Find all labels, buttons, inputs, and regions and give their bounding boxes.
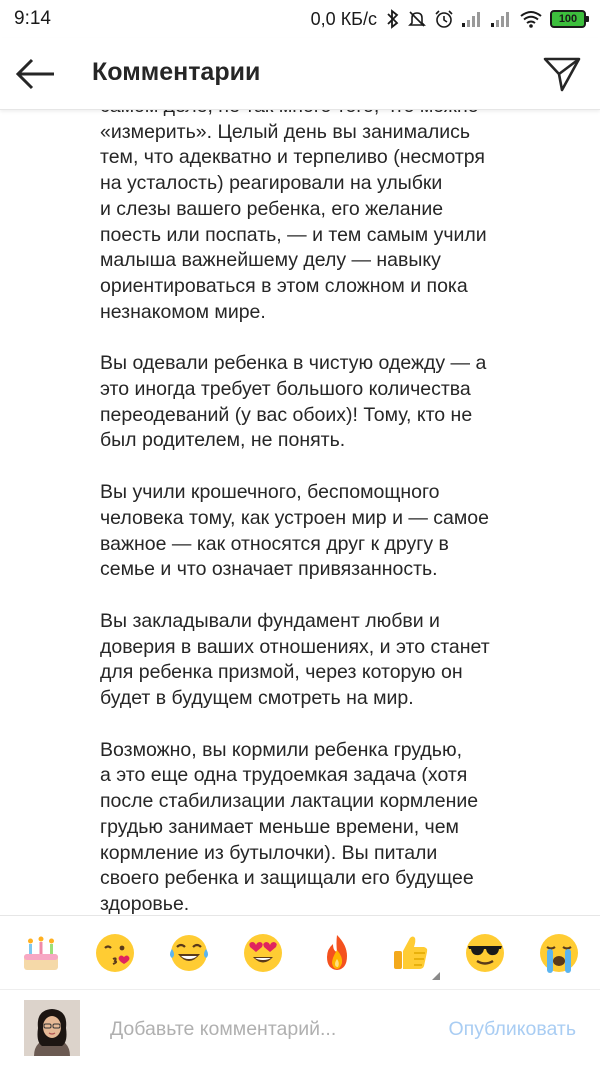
wifi-icon bbox=[519, 10, 543, 28]
status-bar bbox=[0, 0, 600, 38]
battery-icon bbox=[550, 10, 586, 28]
back-button[interactable] bbox=[14, 56, 58, 92]
sunglasses-face-icon bbox=[464, 932, 506, 974]
header-bar bbox=[0, 38, 600, 110]
signal-icon bbox=[490, 10, 512, 28]
emoji-quick-bar bbox=[0, 915, 600, 990]
comment-text bbox=[100, 94, 570, 944]
comment-paragraph: «измерить». Целый день вы занимались тем, что адекватно и терпеливо (несмотря на усталость) реагировали на улыбки и слезы вашего ребенка, его желание поесть или поспать, — и тем самым учили малыша важнейшему делу — навыку ориентироваться в этом сложном и пока незнакомом мире. bbox=[100, 120, 487, 323]
page-title: Комментарии bbox=[92, 58, 261, 86]
comment-paragraph: Возможно, вы кормили ребенка грудью, а это еще одна трудоемкая задача (хотя после стабилизации лактации кормление грудью занимает меньше времени, чем кормление из бутылочки). Вы питали своего ребенка и защищали его будущее здоровье. bbox=[100, 738, 479, 915]
thumbs-up-icon bbox=[390, 932, 432, 974]
status-time: 9:14 bbox=[14, 8, 51, 29]
silent-bell-icon bbox=[407, 9, 427, 29]
thumbs-up-emoji[interactable] bbox=[388, 930, 434, 976]
comment-paragraph: Вы учили крошечного, беспомощного человека тому, как устроен мир и — самое важное — как относятся друг к другу в семье и что означает привязанность. bbox=[100, 481, 489, 581]
loudly-crying-face-emoji[interactable] bbox=[536, 930, 582, 976]
battery-level: 100 bbox=[558, 13, 578, 25]
arrow-left-icon bbox=[14, 56, 58, 92]
tears-of-joy-emoji[interactable] bbox=[166, 930, 212, 976]
network-speed: 0,0 КБ/с bbox=[310, 8, 377, 29]
avatar[interactable] bbox=[24, 1000, 80, 1056]
tears-of-joy-icon bbox=[168, 932, 210, 974]
fire-icon bbox=[316, 932, 358, 974]
kissing-wink-face-emoji[interactable] bbox=[92, 930, 138, 976]
alarm-icon bbox=[434, 9, 454, 29]
loudly-crying-face-icon bbox=[538, 932, 580, 974]
comment-input[interactable] bbox=[110, 1014, 410, 1044]
comment-paragraph: Вы одевали ребенка в чистую одежду — а это иногда требует большого количества переодеваний (у вас обоих)! Тому, кто не был родителем, не понять. bbox=[100, 352, 487, 452]
birthday-cake-emoji[interactable] bbox=[18, 930, 64, 976]
comment-paragraph: Вы закладывали фундамент любви и доверия в ваших отношениях, и это станет для ребенка призмой, через которую он будет в будущем смотреть на мир. bbox=[100, 609, 490, 710]
paper-plane-icon bbox=[542, 54, 582, 94]
comment-content bbox=[0, 110, 600, 915]
variant-indicator bbox=[432, 972, 440, 980]
heart-eyes-emoji[interactable] bbox=[240, 930, 286, 976]
sunglasses-face-emoji[interactable] bbox=[462, 930, 508, 976]
comment-composer bbox=[0, 990, 600, 1066]
birthday-cake-icon bbox=[20, 932, 62, 974]
heart-eyes-icon bbox=[242, 932, 284, 974]
share-button[interactable] bbox=[542, 54, 582, 94]
user-avatar-icon bbox=[24, 1000, 80, 1056]
fire-emoji[interactable] bbox=[314, 930, 360, 976]
signal-icon bbox=[461, 10, 483, 28]
status-icons bbox=[311, 9, 586, 30]
kissing-face-icon bbox=[94, 932, 136, 974]
publish-button[interactable]: Опубликовать bbox=[448, 1018, 576, 1040]
bluetooth-icon bbox=[386, 9, 400, 29]
